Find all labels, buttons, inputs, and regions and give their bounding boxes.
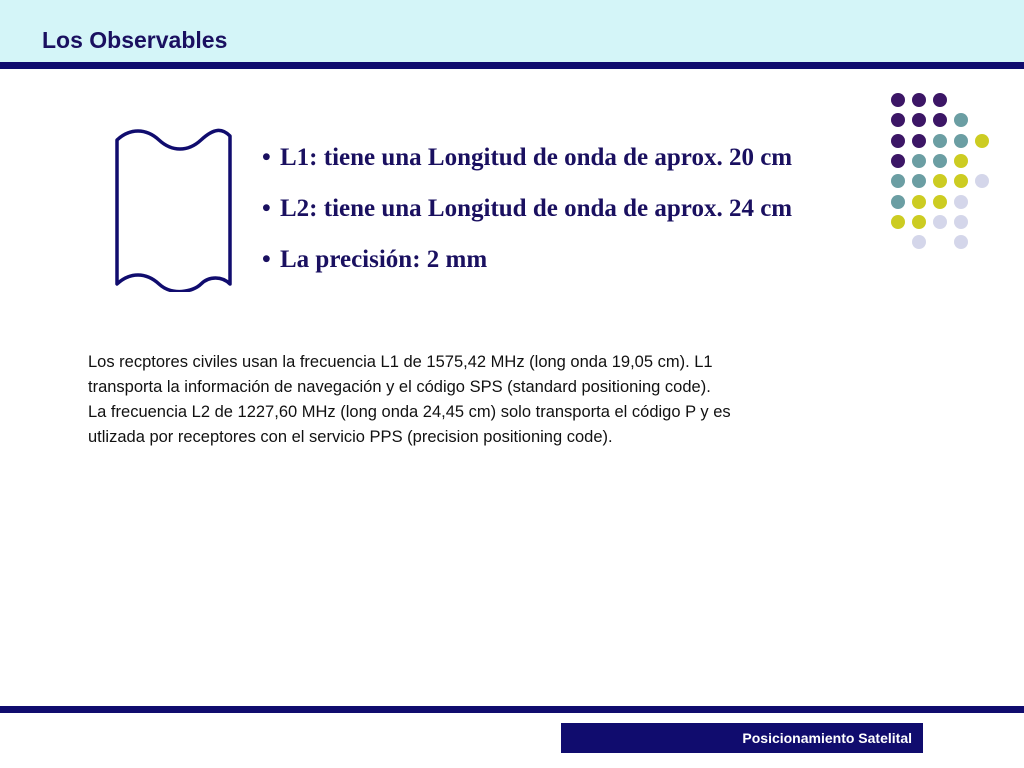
decorative-dot [912, 134, 926, 148]
bullet-text: L2: tiene una Longitud de onda de aprox. 24 cm [280, 195, 793, 222]
explanation-paragraph [88, 350, 888, 450]
paragraph-line: transporta la información de navegación y el código SPS (standard positioning code). [88, 378, 711, 396]
decorative-dot [954, 215, 968, 229]
paragraph-line: Los recptores civiles usan la frecuencia L1 de 1575,42 MHz (long onda 19,05 cm). L1 [88, 353, 713, 371]
decorative-dot [891, 154, 905, 168]
bullet-item [262, 242, 792, 293]
decorative-dot [954, 154, 968, 168]
bullet-item [262, 191, 792, 242]
decorative-dot [954, 134, 968, 148]
header-divider [0, 62, 1024, 69]
decorative-dot [912, 113, 926, 127]
decorative-dot [933, 113, 947, 127]
decorative-dot [912, 93, 926, 107]
footer-divider [0, 706, 1024, 713]
bullet-marker: • [262, 195, 271, 222]
dot-grid-decoration [886, 89, 996, 254]
decorative-dot [891, 134, 905, 148]
paragraph-line: utlizada por receptores con el servicio PPS (precision positioning code). [88, 428, 613, 446]
decorative-dot [975, 174, 989, 188]
decorative-dot [954, 195, 968, 209]
decorative-dot [933, 93, 947, 107]
page-title: Los Observables [42, 27, 228, 53]
paragraph-line: La frecuencia L2 de 1227,60 MHz (long onda 24,45 cm) solo transporta el código P y es [88, 403, 731, 421]
decorative-dot [933, 134, 947, 148]
decorative-dot [912, 154, 926, 168]
decorative-dot [891, 215, 905, 229]
bullet-text: L1: tiene una Longitud de onda de aprox. 20 cm [280, 144, 793, 171]
bullet-marker: • [262, 144, 271, 171]
decorative-dot [912, 195, 926, 209]
wavy-scroll-icon [110, 126, 236, 292]
footer-label: Posicionamiento Satelital [561, 723, 923, 753]
decorative-dot [933, 154, 947, 168]
decorative-dot [912, 215, 926, 229]
decorative-dot [954, 174, 968, 188]
decorative-dot [954, 113, 968, 127]
decorative-dot [891, 195, 905, 209]
decorative-dot [891, 174, 905, 188]
decorative-dot [912, 174, 926, 188]
decorative-dot [912, 235, 926, 249]
decorative-dot [933, 195, 947, 209]
bullet-item [262, 140, 792, 191]
decorative-dot [891, 113, 905, 127]
decorative-dot [891, 93, 905, 107]
decorative-dot [933, 215, 947, 229]
decorative-dot [954, 235, 968, 249]
decorative-dot [975, 134, 989, 148]
decorative-dot [933, 174, 947, 188]
bullet-text: La precisión: 2 mm [280, 246, 488, 273]
bullet-list [262, 140, 792, 293]
bullet-marker: • [262, 246, 271, 273]
